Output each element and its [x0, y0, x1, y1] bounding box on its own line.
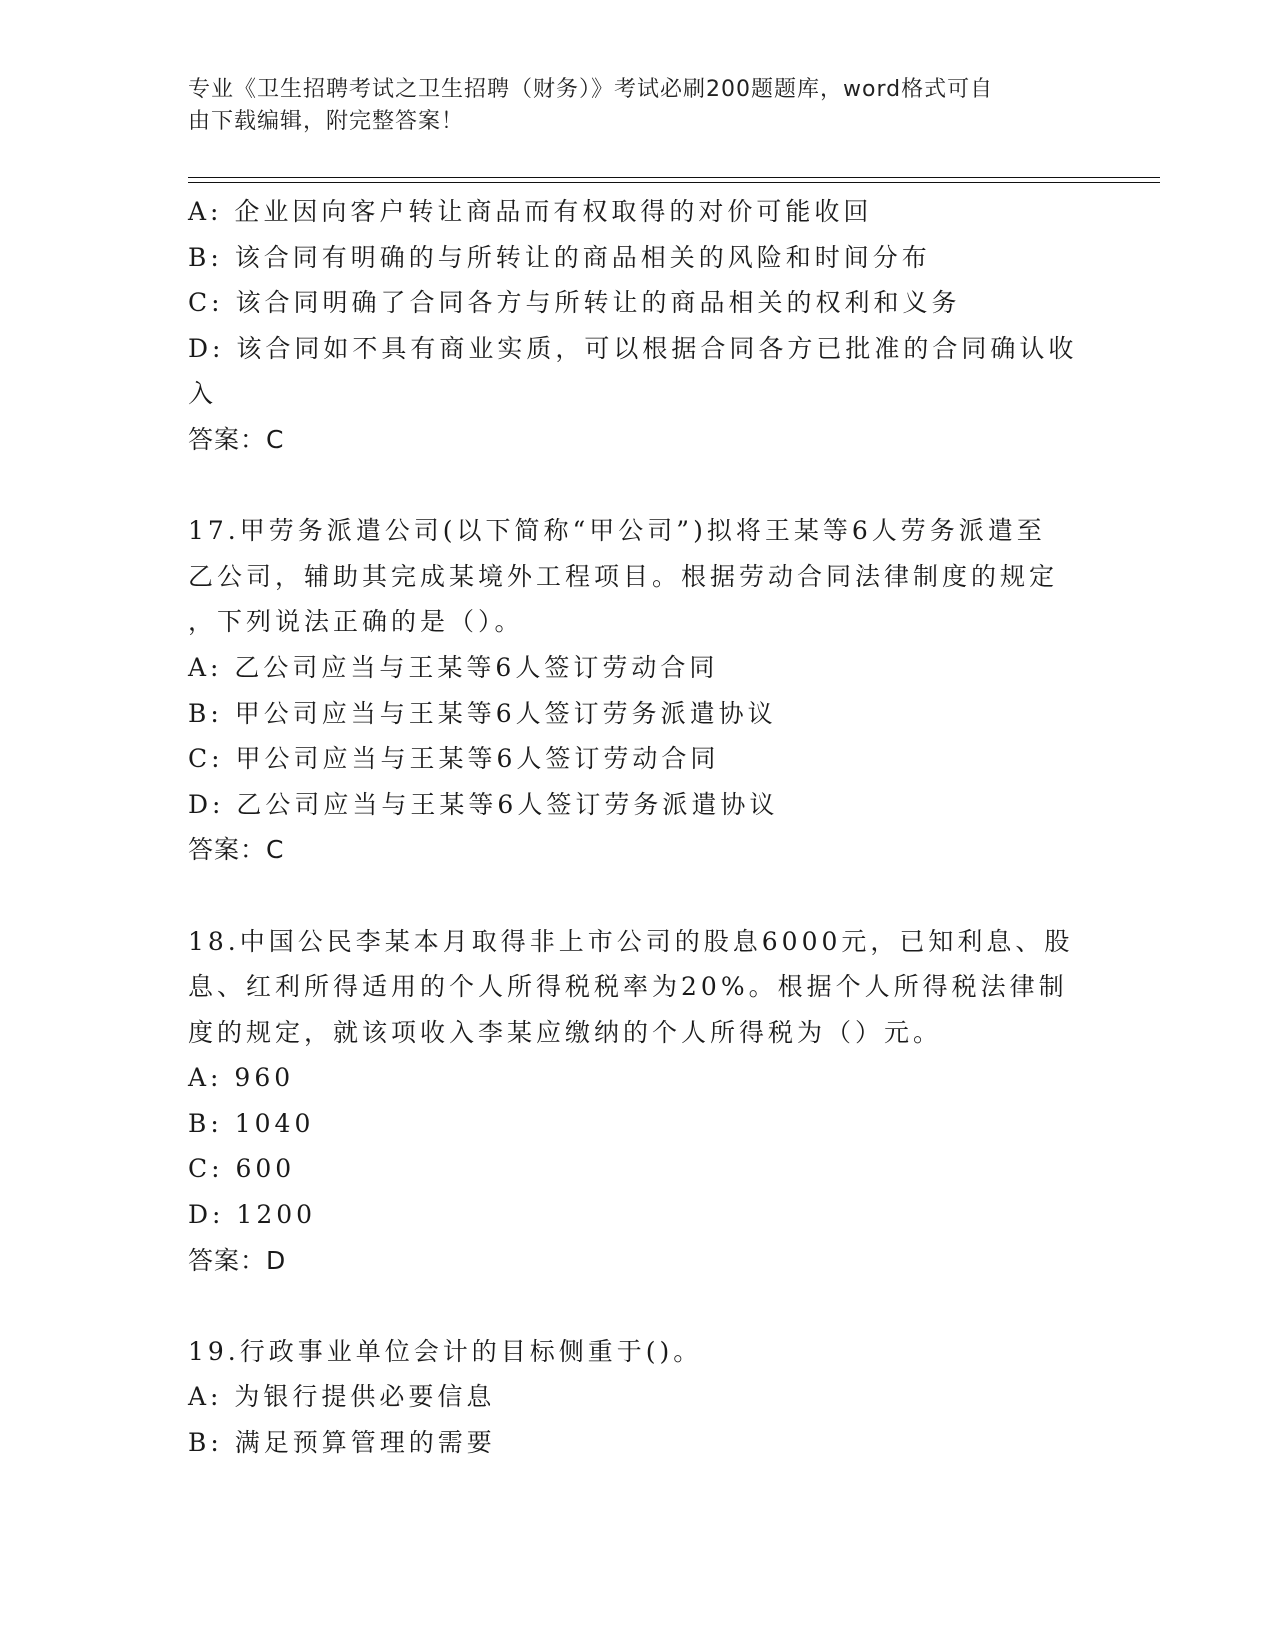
- spacer: [188, 1283, 1088, 1329]
- option-b: B: 1040: [188, 1108, 315, 1138]
- option-a: A: 960: [188, 1063, 295, 1093]
- question-17: [188, 508, 1088, 873]
- option-d: D: 该合同如不具有商业实质，可以根据合同各方已批准的合同确认收: [188, 333, 1078, 363]
- question-stem: 乙公司，辅助其完成某境外工程项目。根据劳动合同法律制度的规定: [188, 561, 1059, 591]
- header-line: 由下载编辑，附完整答案！: [188, 109, 465, 134]
- header-divider: [188, 182, 1160, 183]
- option-d: D: 1200: [188, 1200, 317, 1230]
- question-18: [188, 919, 1088, 1284]
- question-16: [188, 189, 1088, 463]
- question-stem: 17.甲劳务派遣公司(以下简称“甲公司”)拟将王某等6人劳务派遣至: [188, 516, 1046, 546]
- option-c: C: 该合同明确了合同各方与所转让的商品相关的权利和义务: [188, 288, 961, 318]
- question-19: [188, 1329, 1088, 1466]
- document-header: [188, 74, 1068, 138]
- option-c: C: 甲公司应当与王某等6人签订劳动合同: [188, 744, 720, 774]
- option-b: B: 该合同有明确的与所转让的商品相关的风险和时间分布: [188, 242, 931, 272]
- header-divider: [188, 177, 1160, 178]
- option-d: D: 乙公司应当与王某等6人签订劳务派遣协议: [188, 789, 779, 819]
- option-b: B: 甲公司应当与王某等6人签订劳务派遣协议: [188, 698, 777, 728]
- question-stem: 18.中国公民李某本月取得非上市公司的股息6000元，已知利息、股: [188, 926, 1074, 956]
- option-c: C: 600: [188, 1154, 296, 1184]
- option-a: A: 企业因向客户转让商品而有权取得的对价可能收回: [188, 197, 873, 226]
- answer-line: 答案：D: [188, 1245, 287, 1275]
- header-line: 专业《卫生招聘考试之卫生招聘（财务）》考试必刷200题题库，word格式可自: [188, 77, 994, 102]
- question-list: [188, 189, 1088, 1466]
- option-d-continuation: 入: [188, 379, 218, 409]
- spacer: [188, 873, 1088, 919]
- question-stem: 息、红利所得适用的个人所得税税率为20%。根据个人所得税法律制: [188, 972, 1068, 1002]
- question-stem: 19.行政事业单位会计的目标侧重于()。: [188, 1336, 703, 1366]
- option-a: A: 乙公司应当与王某等6人签订劳动合同: [188, 652, 719, 682]
- answer-line: 答案：C: [188, 835, 285, 865]
- question-stem: 度的规定，就该项收入李某应缴纳的个人所得税为（）元。: [188, 1017, 943, 1047]
- spacer: [188, 463, 1088, 509]
- answer-line: 答案：C: [188, 424, 285, 454]
- option-a: A: 为银行提供必要信息: [188, 1382, 496, 1412]
- option-b: B: 满足预算管理的需要: [188, 1428, 496, 1458]
- question-stem: ，下列说法正确的是（）。: [188, 607, 524, 637]
